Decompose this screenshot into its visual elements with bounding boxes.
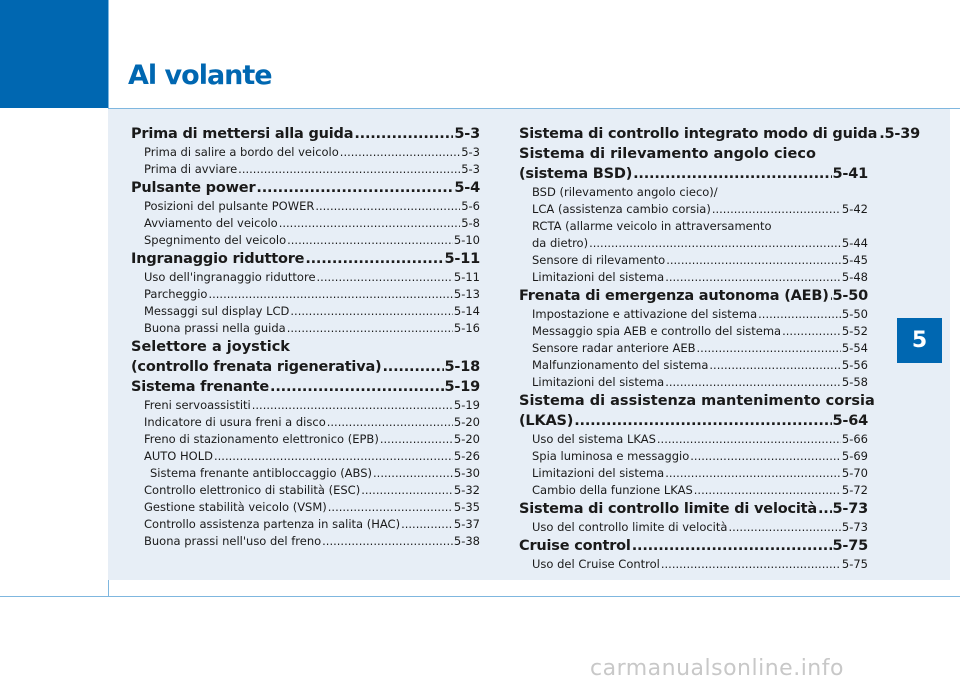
toc-item-line: RCTA (allarme veicolo in attraversamento [532,219,772,233]
toc-item[interactable]: Limitazioni del sistema ..... 5-70 [519,465,868,482]
toc-heading[interactable]: Sistema di controllo integrato modo di guida .5-39 [519,126,921,142]
toc-heading[interactable]: Prima di mettersi alla guida ..... 5-3 [131,124,480,144]
toc-item[interactable]: Prima di avviare ..... 5-3 [131,161,480,178]
toc-heading[interactable]: Sistema di controllo limite di velocità ..... 5-73 [519,499,868,519]
toc-item[interactable]: Avviamento del veicolo ..... 5-8 [131,215,480,232]
toc-item[interactable]: Sistema frenante antibloccaggio (ABS) ..... 5-30 [131,465,480,482]
toc-heading[interactable]: Frenata di emergenza autonoma (AEB) ..... 5-50 [519,286,868,306]
toc-item[interactable]: Messaggio spia AEB e controllo del sistema ..... 5-52 [519,323,868,340]
toc-item[interactable]: Controllo assistenza partenza in salita (HAC) ..... 5-37 [131,516,480,533]
toc-heading[interactable]: Pulsante power ..... 5-4 [131,178,480,198]
toc-heading-line: Sistema di rilevamento angolo cieco [519,146,816,162]
corner-block [0,0,108,108]
toc-item-line: BSD (rilevamento angolo cieco)/ [532,185,718,199]
toc-item[interactable]: Limitazioni del sistema ..... 5-48 [519,269,868,286]
toc-item[interactable]: Indicatore di usura freni a disco ..... 5-20 [131,414,480,431]
watermark: carmanualsonline.info [590,656,844,681]
toc-item[interactable]: Freno di stazionamento elettronico (EPB) ..... 5-20 [131,431,480,448]
toc-item[interactable]: Uso del Cruise Control ..... 5-75 [519,556,868,573]
toc-item[interactable]: Cambio della funzione LKAS ..... 5-72 [519,482,868,499]
toc-item[interactable]: Buona prassi nell'uso del freno ..... 5-38 [131,533,480,550]
toc-item[interactable]: da dietro) ..... 5-44 [519,235,868,252]
toc-item[interactable]: Messaggi sul display LCD ..... 5-14 [131,303,480,320]
toc-heading[interactable]: (sistema BSD) ..... 5-41 [519,164,868,184]
toc-column-left [131,124,480,550]
toc-column-right [519,124,921,573]
toc-heading[interactable]: (LKAS) ..... 5-64 [519,411,868,431]
toc-item[interactable]: Spia luminosa e messaggio ..... 5-69 [519,448,868,465]
toc-item[interactable]: Malfunzionamento del sistema ..... 5-56 [519,357,868,374]
toc-item[interactable]: Parcheggio ..... 5-13 [131,286,480,303]
toc-item[interactable]: Buona prassi nella guida ..... 5-16 [131,320,480,337]
chapter-tab[interactable]: 5 [897,318,942,363]
toc-item[interactable]: Uso dell'ingranaggio riduttore ..... 5-11 [131,269,480,286]
toc-item[interactable]: Uso del sistema LKAS ..... 5-66 [519,431,868,448]
toc-item[interactable]: Sensore radar anteriore AEB ..... 5-54 [519,340,868,357]
toc-heading[interactable]: Cruise control ..... 5-75 [519,536,868,556]
page-title: Al volante [128,60,272,91]
toc-item[interactable]: Limitazioni del sistema ..... 5-58 [519,374,868,391]
toc-item[interactable]: Uso del controllo limite di velocità ..... 5-73 [519,519,868,536]
bottom-rule [0,596,960,597]
toc-item[interactable]: Freni servoassistiti ..... 5-19 [131,397,480,414]
toc-item[interactable]: LCA (assistenza cambio corsia) ..... 5-42 [519,201,868,218]
toc-item[interactable]: Prima di salire a bordo del veicolo ..... 5-3 [131,144,480,161]
toc-item[interactable]: AUTO HOLD ..... 5-26 [131,448,480,465]
toc-item[interactable]: Sensore di rilevamento ..... 5-45 [519,252,868,269]
toc-heading-line: Selettore a joystick [131,339,290,355]
toc-item[interactable]: Gestione stabilità veicolo (VSM) ..... 5-35 [131,499,480,516]
toc-item[interactable]: Impostazione e attivazione del sistema ..... 5-50 [519,306,868,323]
toc-item[interactable]: Controllo elettronico di stabilità (ESC) ..... 5-32 [131,482,480,499]
toc-heading[interactable]: Sistema frenante ..... 5-19 [131,377,480,397]
toc-heading-line: Sistema di assistenza mantenimento corsia [519,393,875,409]
toc-heading[interactable]: Ingranaggio riduttore ..... 5-11 [131,249,480,269]
toc-heading[interactable]: (controllo frenata rigenerativa) ..... 5-18 [131,357,480,377]
toc-item[interactable]: Spegnimento del veicolo ..... 5-10 [131,232,480,249]
toc-item[interactable]: Posizioni del pulsante POWER ..... 5-6 [131,198,480,215]
